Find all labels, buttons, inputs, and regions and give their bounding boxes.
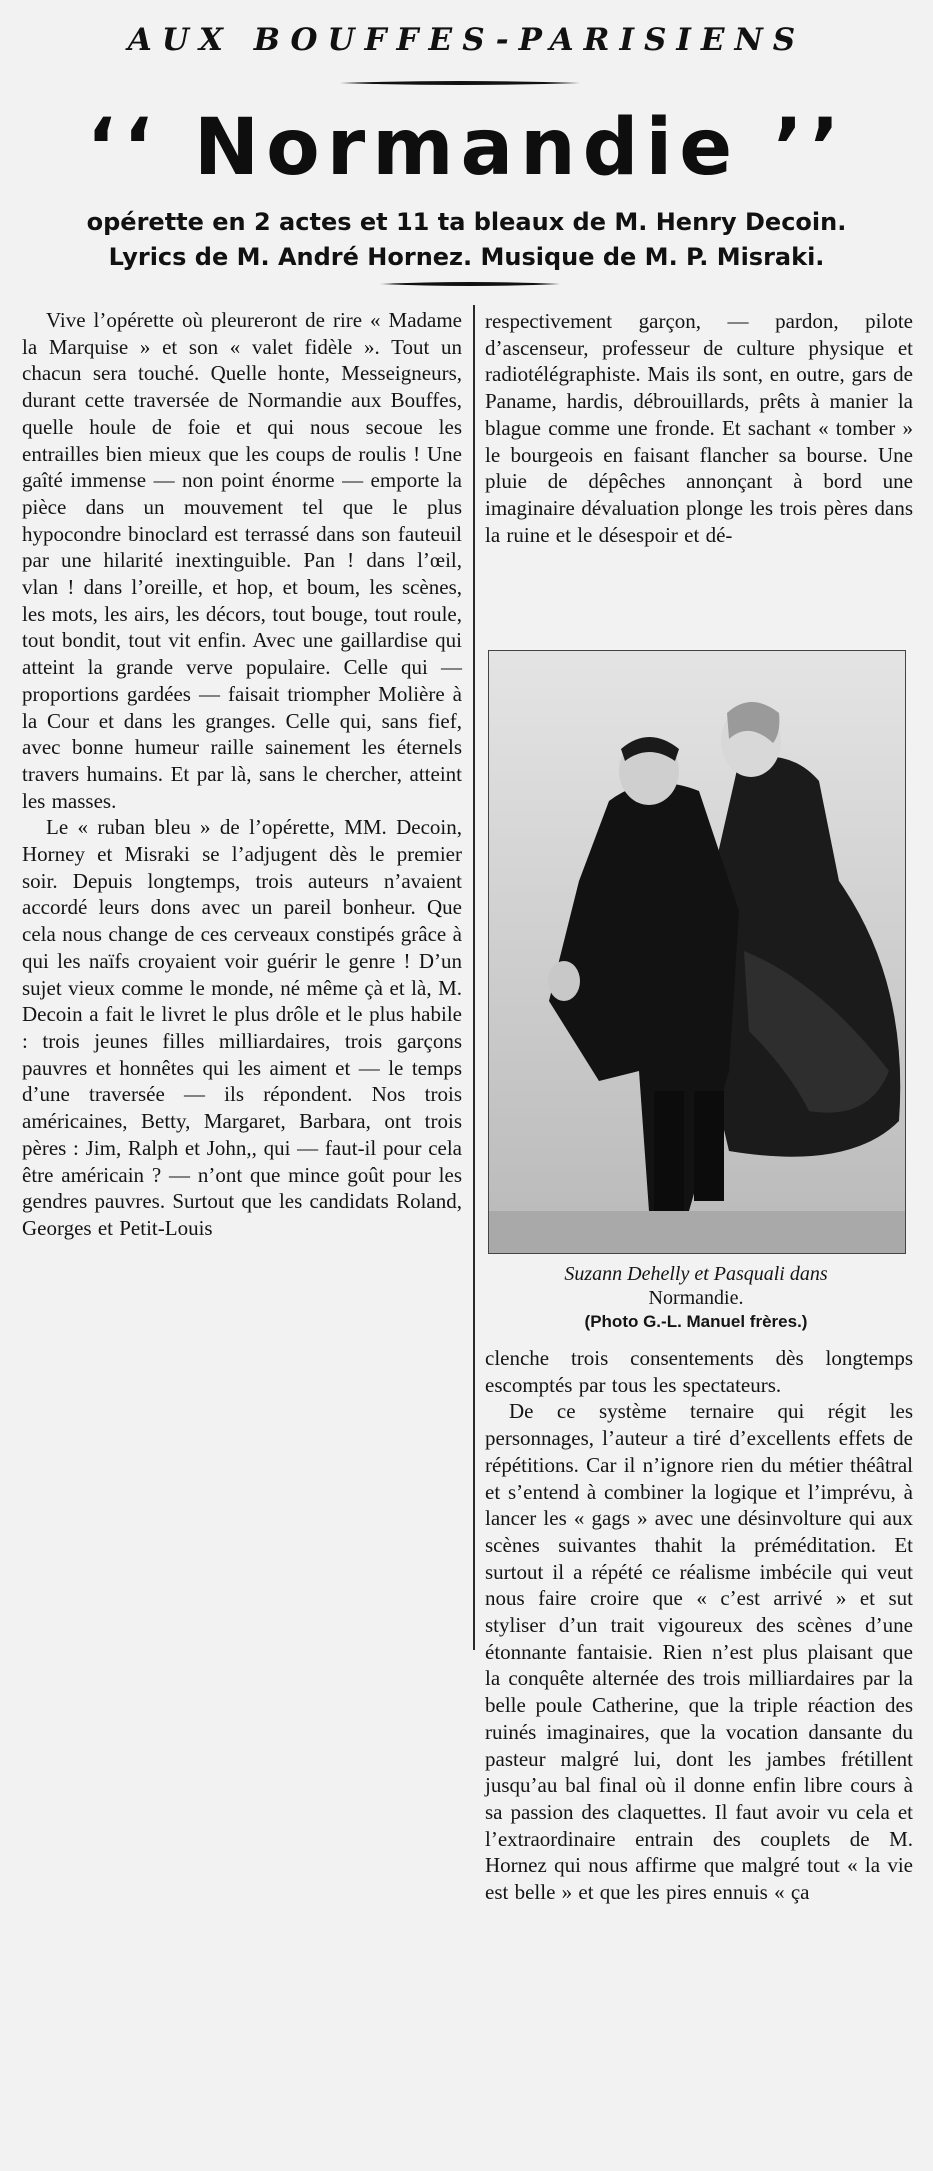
section-rubric: AUX BOUFFES-PARISIENS [127,22,806,58]
article-paragraph: respectivement garçon, — pardon, pilote d’ascenseur, professeur de culture physique et radiotélégraphiste. Mais ils sont, en outre, gars de Paname, hardis, débrouillards, prêts à manier la blague comme une fronde. Et sachant « tomber » le bourgeois en faisant flancher sa bourse. Une pluie de dépêches annonçant à bord une imaginaire dévaluation plonge les trois pères dans la ruine et le désespoir et dé- [485,309,913,547]
subhead-line-2: Lyrics de M. André Hornez. Musique de M. P. Misraki. [108,243,825,271]
article-column-right-top [485,308,913,548]
article-paragraph: Le « ruban bleu » de l’opérette, MM. Decoin, Horney et Misraki se l’adjugent dès le premier soir. Depuis longtemps, trois auteurs n’avaient accordé leurs dons avec un pareil bonheur. Que cela nous change de ces cerveaux constipés grâce à qui les naïfs croyaient voir guérir le genre ! D’un sujet vieux comme le monde, né même çà et là, M. Decoin a fait le livret le plus drôle et le plus habile : trois jeunes filles milliardaires, trois garçons pauvres et honnêtes qui les aiment et — le temps d’une traversée — ils répondent. Nos trois américaines, Betty, Margaret, Barbara, ont trois pères : Jim, Ralph et John,, qui — faut-il pour cela être américain ? — n’ont que mince goût pour les gendres pauvres. Surtout que les candidats Roland, Georges et Petit-Louis [22,815,462,1240]
ornamental-rule-mid [380,281,560,287]
column-divider [473,305,475,1650]
article-column-left [22,307,462,1242]
ornamental-rule-top [340,80,580,86]
photo-caption [486,1262,906,1334]
article-paragraph: De ce système ternaire qui régit les personnages, l’auteur a tiré d’excellents effets de répétitions. Car il n’ignore rien du métier théâtral et s’entend à combiner la logique et l’imprévu, à lancer les « gags » avec une désinvolture qui aux scènes suivantes thahit la préméditation. Et surtout il a répété ce réalisme imbécile qui veut nous faire croire que « c’est arrivé » et sut styliser d’un trait vigoureux des scènes d’une étonnante fantaisie. Rien n’est plus plaisant que la conquête alternée des trois milliardaires par la belle poule Catherine, que la triple réaction des ruinés imaginaires, que la vocation dansante du pasteur malgré lui, dont les jambes frétillent jusqu’au bal final où il donne enfin libre cours à sa passion des claquettes. Il faut avoir vu cela et l’extraordinaire entrain des couplets de M. Hornez qui nous affirme que malgré tout « la vie est belle » et que les pires ennuis « ça [485,1399,913,1905]
stage-photo-drawing [489,651,905,1253]
photo-credit: (Photo G.-L. Manuel frères.) [584,1312,808,1331]
caption-line-2: Normandie. [648,1287,744,1309]
subhead-line-1: opérette en 2 actes et 11 ta bleaux de M. Henry Decoin. [86,208,847,236]
stage-photo [488,650,906,1254]
article-paragraph: Vive l’opérette où pleureront de rire « Madame la Marquise » et son « valet fidèle ». Tout un chacun sera touché. Quelle honte, Messeigneurs, durant cette traversée de Normandie aux Bouffes, quelle houle de foie et qui nous secoue les entrailles bien mieux que les coups de roulis ! Une gaîté immense — non point énorme — emporte la pièce dans un mouvement tel que le plus hypocondre binoclard est terrassé dans son fauteuil par une hilarité inextinguible. Pan ! dans l’œil, vlan ! dans l’oreille, et hop, et boum, les scènes, les mots, les airs, les décors, tout bouge, tout roule, tout bondit, tout vit enfin. Avec une gaillardise qui atteint la grande verve populaire. Celle qui — proportions gardées — faisait triompher Molière à la Cour et dans les granges. Celle qui, sans fief, avec bonne humeur raille sainement les éternels travers humains. Et par là, sans le chercher, atteint les masses. [22,308,462,813]
headline: ‘‘ Normandie ’’ [86,103,847,193]
article-column-right-bottom [485,1345,913,1906]
article-paragraph: clenche trois consentements dès longtemps escomptés par tous les spectateurs. [485,1346,913,1397]
caption-line-1: Suzann Dehelly et Pasquali dans [564,1263,828,1285]
